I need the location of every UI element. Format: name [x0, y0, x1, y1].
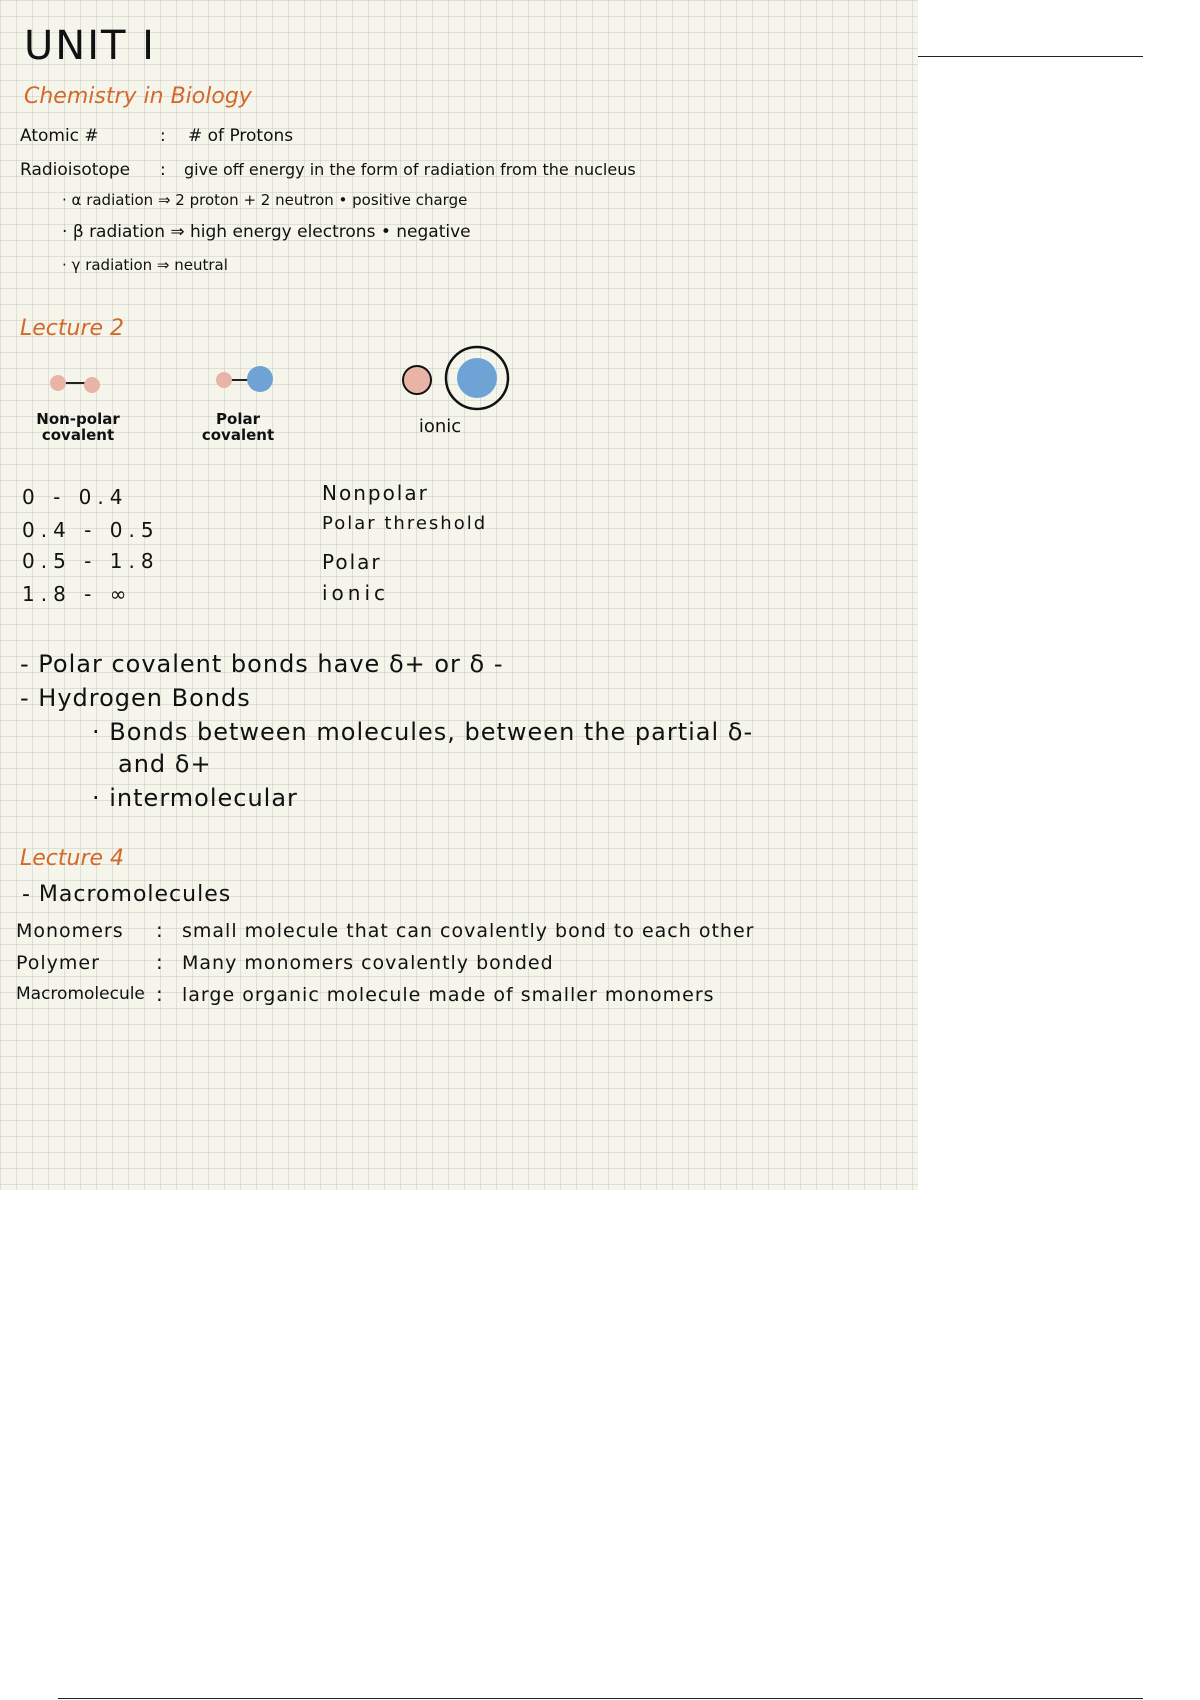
nonpolar-covalent-diagram: [40, 360, 110, 410]
note-line: · Bonds between molecules, between the partial δ-: [92, 718, 754, 746]
definition-text: Many monomers covalently bonded: [182, 952, 554, 974]
page-title: UNIT I: [24, 23, 156, 69]
definition-separator: :: [156, 918, 164, 942]
subheading: - Macromolecules: [22, 882, 232, 907]
definition-term: Atomic #: [20, 126, 99, 146]
bottom-rule: [58, 1698, 1143, 1699]
note-line: - Polar covalent bonds have δ+ or δ -: [20, 650, 504, 678]
atom-pink: [84, 377, 100, 393]
definition-separator: :: [156, 982, 164, 1006]
definition-term: Macromolecule: [16, 984, 145, 1004]
note-line: - Hydrogen Bonds: [20, 684, 251, 712]
bond-type: Polar threshold: [322, 513, 488, 534]
range-value: 1.8 - ∞: [22, 582, 133, 606]
definition-separator: :: [160, 126, 166, 146]
definition-text: large organic molecule made of smaller monomers: [182, 984, 715, 1006]
bullet-text: α radiation ⇒ 2 proton + 2 neutron • positive charge: [71, 191, 468, 209]
definition-term: Radioisotope: [20, 160, 131, 180]
ion-blue: [457, 358, 497, 398]
top-rule: [918, 56, 1143, 57]
section-heading-chemistry: Chemistry in Biology: [24, 84, 252, 109]
bullet-item: · γ radiation ⇒ neutral: [62, 256, 228, 274]
bullet-text: β radiation ⇒ high energy electrons • negative: [72, 222, 471, 242]
atom-pink: [50, 375, 66, 391]
definition-term: Monomers: [16, 920, 124, 942]
atom-pink: [216, 372, 232, 388]
definition-separator: :: [160, 160, 166, 180]
range-value: 0.4 - 0.5: [22, 518, 160, 542]
bullet-item: · β radiation ⇒ high energy electrons • negative: [62, 222, 471, 242]
section-heading-lecture-2: Lecture 2: [20, 316, 125, 341]
bullet-text: γ radiation ⇒ neutral: [71, 256, 228, 274]
range-value: 0 - 0.4: [22, 485, 129, 509]
bond-type: Nonpolar: [322, 481, 429, 505]
note-line: · intermolecular: [92, 784, 298, 812]
diagram-label: Non-polar covalent: [36, 410, 120, 444]
definition-text: give off energy in the form of radiation from the nucleus: [184, 160, 636, 179]
diagram-label: Polar covalent: [201, 410, 275, 444]
atom-blue: [247, 366, 273, 392]
section-heading-lecture-4: Lecture 4: [20, 846, 125, 871]
ion-pink: [403, 366, 431, 394]
definition-text: small molecule that can covalently bond to each other: [182, 920, 755, 942]
ionic-diagram: [395, 340, 525, 420]
diagram-label: ionic: [418, 416, 462, 437]
note-line: and δ+: [118, 750, 212, 778]
bullet-item: · α radiation ⇒ 2 proton + 2 neutron • positive charge: [62, 191, 468, 209]
range-value: 0.5 - 1.8: [22, 549, 160, 573]
definition-text: # of Protons: [188, 126, 294, 146]
definition-separator: :: [156, 950, 164, 974]
bond-type: Polar: [322, 550, 382, 574]
definition-term: Polymer: [16, 952, 100, 974]
polar-covalent-diagram: [208, 360, 288, 410]
bond-type: ionic: [322, 581, 390, 605]
